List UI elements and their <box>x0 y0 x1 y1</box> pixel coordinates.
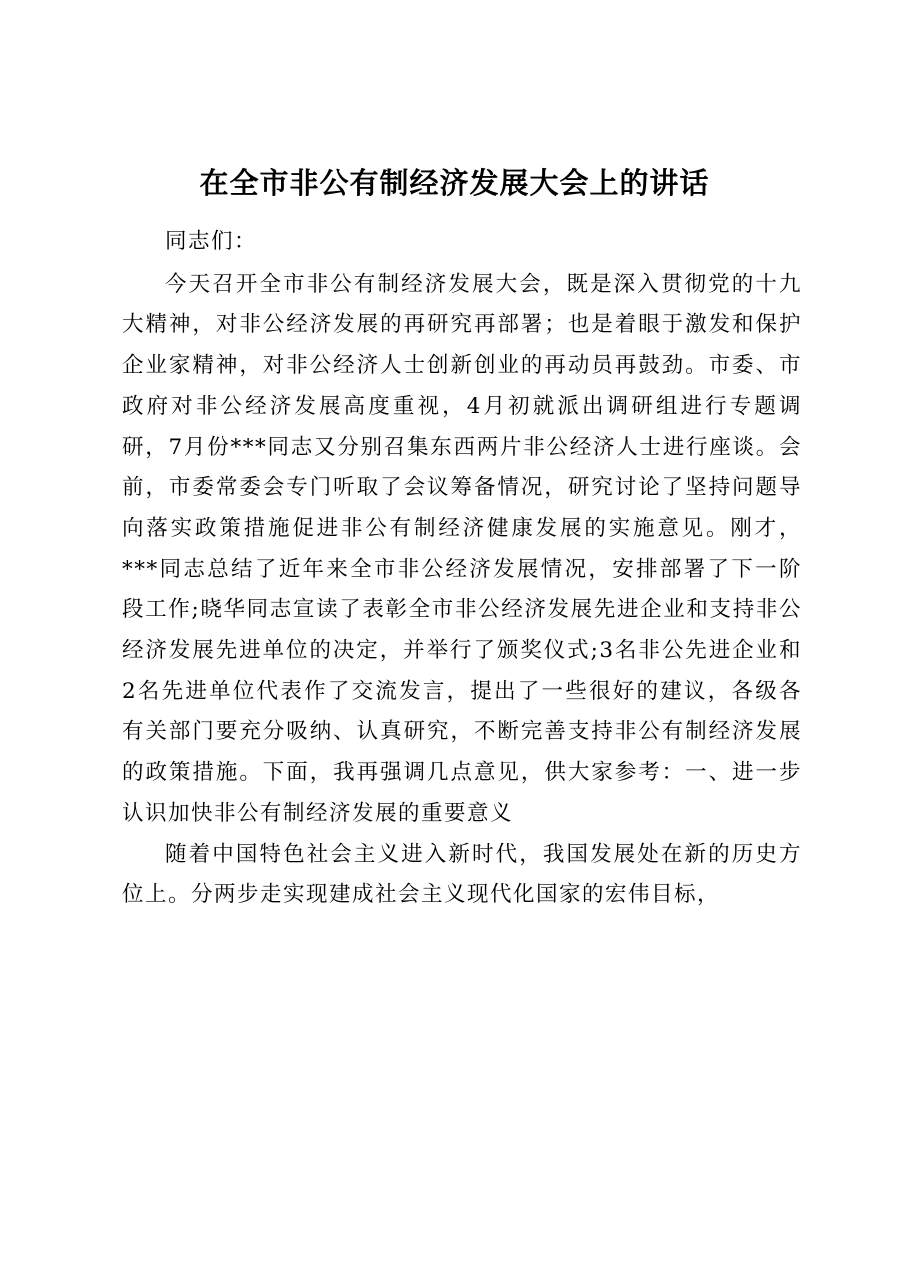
document-title: 在全市非公有制经济发展大会上的讲话 <box>199 166 710 200</box>
salutation: 同志们： <box>165 229 258 254</box>
paragraph-1: 今天召开全市非公有制经济发展大会，既是深入贯彻党的十九大精神，对非公经济发展的再研究再部署；也是着眼于激发和保护企业家精神，对非公经济人士创新创业的再动员再鼓劲。市委、市政府对非公经济发展高度重视，4月初就派出调研组进行专题调研，7月份***同志又分别召集东西两片非公经济人士进行座谈。会前，市委常委会专门听取了会议筹备情况，研究讨论了坚持问题导向落实政策措施促进非公有制经济健康发展的实施意见。刚才，***同志总结了近年来全市非公经济发展情况，安排部署了下一阶段工作;晓华同志宣读了表彰全市非公经济发展先进企业和支持非公经济发展先进单位的决定，并举行了颁奖仪式;3名非公先进企业和2名先进单位代表作了交流发言，提出了一些很好的建议，各级各有关部门要充分吸纳、认真研究，不断完善支持非公有制经济发展的政策措施。下面，我再强调几点意见，供大家参考：一、进一步认识加快非公有制经济发展的重要意义 <box>122 271 802 826</box>
document-body <box>122 222 802 916</box>
paragraph-2: 随着中国特色社会主义进入新时代，我国发展处在新的历史方位上。分两步走实现建成社会主义现代化国家的宏伟目标， <box>122 841 802 908</box>
